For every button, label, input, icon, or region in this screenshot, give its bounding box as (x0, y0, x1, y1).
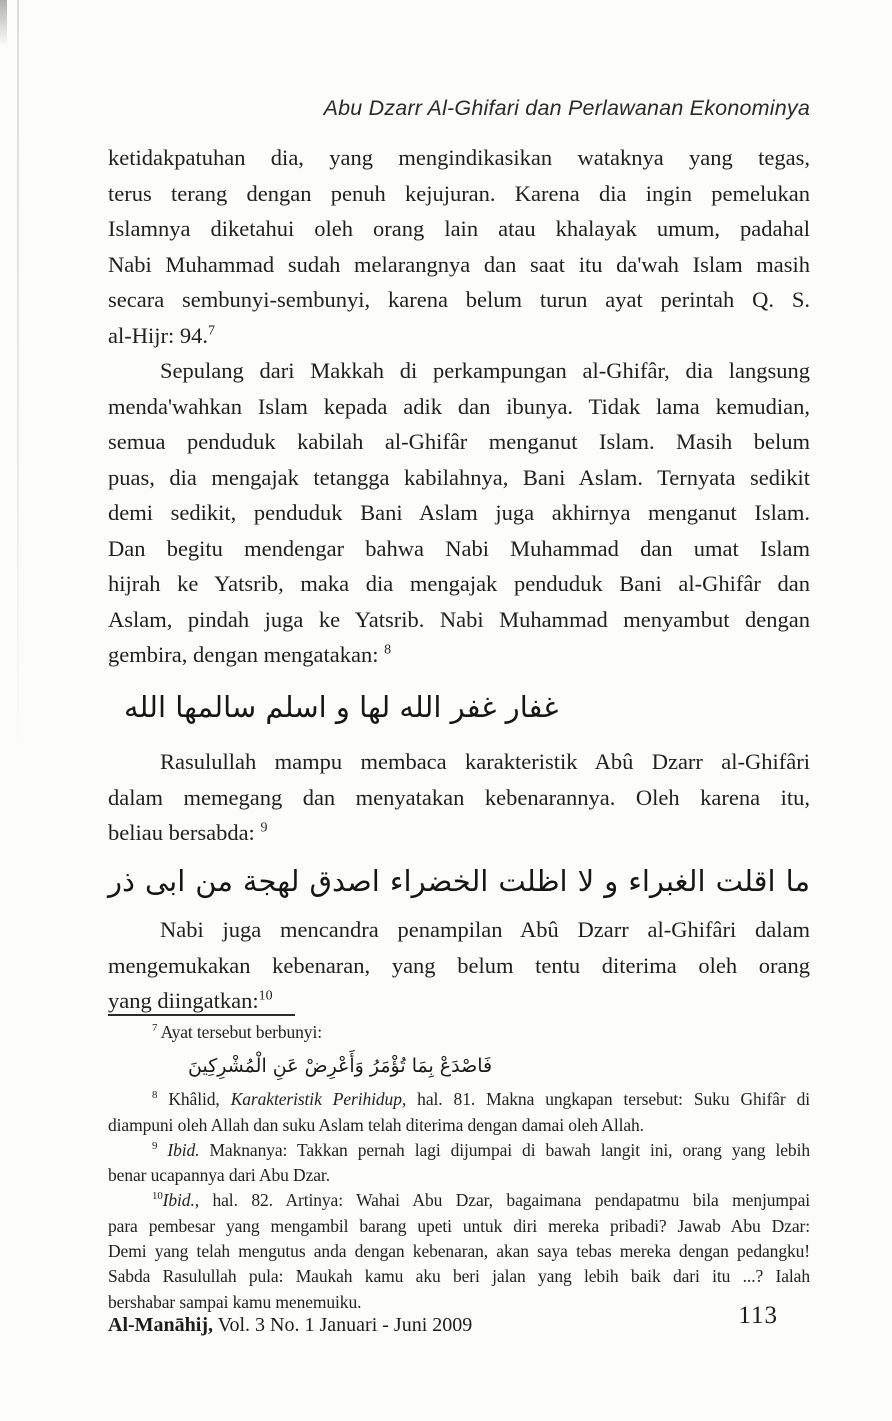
running-header-title: Abu Dzarr Al-Ghifari dan Perlawanan Ekonominya (323, 96, 810, 120)
body-paragraphs-1-2 (108, 140, 810, 673)
footnote-marker-10: 10 (258, 988, 273, 1004)
body-paragraph-3 (108, 744, 810, 851)
footnote-10-line-3: Demi yang telah mengutus anda dengan kebenaran, akan saya tebas mereka dengan pedangku! (108, 1241, 810, 1262)
footnote-8-line-2: diampuni oleh Allah dan suku Aslam telah diterima dengan damai oleh Allah. (108, 1114, 644, 1135)
footnote-10-ibid: Ibid., (162, 1190, 199, 1211)
text-line: Islamnya diketahui oleh orang lain atau khalayak umum, padahal (108, 216, 810, 241)
text-segment: beliau bersabda: (108, 820, 261, 845)
text-line: terus terang dengan penuh kejujuran. Karena dia ingin pemelukan (108, 180, 810, 206)
footnote-10-line-2: para pembesar yang mengambil barang upeti untuk diri mereka pribadi? Jawab Abu Dzar: (108, 1215, 810, 1236)
text-segment: yang diingatkan: (108, 988, 259, 1013)
journal-name: Al-Manāhij, (108, 1314, 213, 1336)
footnote-marker-9: 9 (260, 820, 268, 836)
footnote-7-number: 7 (152, 1022, 158, 1035)
text-segment: gembira, dengan mengatakan: (108, 642, 385, 667)
footnote-8-book-title: Karakteristik Perihidup, (230, 1089, 407, 1110)
text-segment: hal. 82. Artinya: Wahai Abu Dzar, bagaimana pendapatmu bila menjumpai (199, 1190, 810, 1211)
footnote-10-line-5: bershabar sampai kamu menemuiku. (108, 1291, 362, 1312)
text-line: Nabi Muhammad sudah melarangnya dan saat itu da'wah Islam masih (108, 251, 810, 277)
scan-artifact-corner (0, 0, 7, 46)
arabic-quote-1 (108, 674, 810, 740)
text-line: puas, dia mengajak tetangga kabilahnya, Bani Aslam. Ternyata sedikit (108, 464, 810, 490)
text-line: dalam memegang dan menyatakan kebenarannya. Oleh karena itu, (108, 784, 810, 810)
footnote-10-line-1 (108, 1188, 810, 1213)
journal-footer (108, 1314, 668, 1337)
footnote-10-number: 10 (152, 1190, 163, 1203)
footnote-separator-rule (108, 1014, 295, 1016)
text-segment: hal. 81. Makna ungkapan tersebut: Suku Ghifâr di (406, 1089, 811, 1110)
footnote-7-text: Ayat tersebut berbunyi: (157, 1022, 322, 1042)
text-line: Aslam, pindah juga ke Yatsrib. Nabi Muhammad menyambut dengan (108, 606, 810, 632)
body-paragraph-4 (108, 912, 810, 1019)
page-number: 113 (738, 1302, 778, 1329)
text-line (108, 815, 810, 851)
text-line: mengemukakan kebenaran, yang belum tentu diterima oleh orang (108, 952, 810, 978)
arabic-quote-2: ما اقلت الغبراء و لا اظلت الخضراء اصدق لهجة من ابى ذر (108, 864, 810, 898)
scan-artifact-edge-line (17, 0, 19, 760)
text-line: menda'wahkan Islam kepada adik dan ibunya. Tidak lama kemudian, (108, 393, 810, 419)
text-line: secara sembunyi-sembunyi, karena belum turun ayat perintah Q. S. (108, 287, 810, 312)
text-segment: al-Hijr: 94. (108, 322, 208, 348)
text-segment: Khâlid, (157, 1089, 231, 1110)
footnote-marker-7: 7 (207, 323, 215, 338)
footnote-7 (108, 1020, 810, 1045)
text-line (108, 637, 810, 673)
footnote-marker-8: 8 (384, 642, 392, 658)
text-line: demi sedikit, penduduk Bani Aslam juga akhirnya menganut Islam. (108, 500, 810, 525)
footnote-10-line-4: Sabda Rasulullah pula: Maukah kamu aku beri jalan yang lebih baik dari itu ...? Ialah (108, 1266, 810, 1287)
footnote-8-line-1 (108, 1087, 810, 1112)
text-line: Rasulullah mampu membaca karakteristik Abû Dzarr al-Ghifâri (160, 749, 810, 774)
footnote-9-number: 9 (152, 1140, 158, 1153)
footnote-7-arabic-verse: فَاصْدَعْ بِمَا تُؤْمَرُ وَأَعْرِضْ عَنِ الْمُشْرِكِينَ (188, 1055, 493, 1078)
text-line: ketidakpatuhan dia, yang mengindikasikan wataknya yang tegas, (108, 145, 810, 170)
text-line (108, 318, 810, 354)
text-line: Sepulang dari Makkah di perkampungan al-Ghifâr, dia langsung (160, 358, 810, 383)
footnote-9-line-2: benar ucapannya dari Abu Dzar. (108, 1165, 330, 1186)
text-segment (157, 1140, 167, 1160)
arabic-quote-1-text: غفار غفر الله لها و اسلم سالمها الله (124, 690, 559, 724)
journal-issue: Vol. 3 No. 1 Januari - Juni 2009 (213, 1314, 473, 1336)
text-line: Nabi juga mencandra penampilan Abû Dzarr al-Ghifâri dalam (160, 917, 810, 942)
footnotes-section (108, 1020, 810, 1315)
text-line: Dan begitu mendengar bahwa Nabi Muhammad dan umat Islam (108, 535, 810, 561)
text-line: semua penduduk kabilah al-Ghifâr menganut Islam. Masih belum (108, 429, 810, 454)
footnote-8-number: 8 (152, 1089, 158, 1102)
text-line: hijrah ke Yatsrib, maka dia mengajak penduduk Bani al-Ghifâr dan (108, 571, 810, 596)
footnote-9-ibid: Ibid. (167, 1139, 200, 1160)
text-segment: Maknanya: Takkan pernah lagi dijumpai di bawah langit ini, orang yang lebih (199, 1139, 810, 1160)
footnote-9-line-1 (108, 1138, 810, 1163)
